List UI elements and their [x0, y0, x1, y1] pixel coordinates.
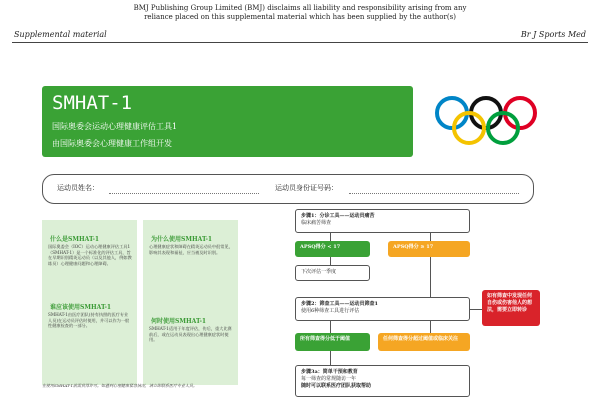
flow-arrow — [330, 351, 331, 365]
apsq-low-box: APSQ得分 < 17 — [295, 241, 370, 257]
section-body: 国际奥委会（IOC）运动心理健康评估工具1（SMHAT-1）是一个标准化的评估工具，旨在早期识别精英运动员（以及其他人，例如教练员）心理健康问题和心理障碍。 — [48, 244, 132, 266]
step3-item: 随时可以联系医疗团队获取帮助 — [301, 383, 372, 389]
flow-arrow — [430, 233, 431, 241]
flow-arrow — [470, 309, 482, 310]
header-journal: Br J Sports Med — [520, 30, 586, 39]
annual-retest-box: 下次评估一季度 — [295, 265, 370, 281]
header-disclaimer: BMJ Publishing Group Limited (BMJ) disclaims all liability and responsibility arising from any reliance placed on this supplemental material which has been supplied by the author(s) — [133, 4, 467, 21]
athlete-id-label: 运动员身份证号码： — [275, 184, 338, 192]
step3-title: 步骤3a：简单干预和教育 — [301, 369, 358, 375]
step2-title: 步骤2：筛查工具——运动员筛查1 — [301, 301, 378, 307]
athlete-name-label: 运动员姓名： — [57, 184, 99, 192]
step2-box — [295, 297, 470, 321]
section-heading: 为什么使用SMHAT-1 — [151, 236, 213, 243]
flow-arrow — [430, 321, 431, 333]
step1-title: 步骤1：分诊工具——运动员痛苦 — [301, 213, 375, 219]
banner-title: SMHAT-1 — [52, 92, 133, 114]
section-body: 心理健康症状和障碍在精英运动员中很常见，影响其表现和福祉，应当被及时识别。 — [149, 244, 233, 255]
any-above-box: 任何筛查得分超过阈值或临床关注 — [378, 333, 470, 351]
step3-box — [295, 365, 470, 397]
step2-subtitle: 使用6种筛查工具进行评估 — [301, 308, 360, 314]
red-alert-box: 如有筛查中发现任何自伤或伤害他人的想法，需要立即转诊 — [482, 290, 540, 326]
header-left-label: Supplemental material — [14, 30, 107, 39]
apsq-high-box: APSQ得分 ≥ 17 — [388, 241, 470, 257]
section-heading: 何时使用SMHAT-1 — [151, 318, 207, 325]
flow-arrow — [330, 257, 331, 265]
section-body: SMHAT-1由医疗团队(持有执照的医疗专业人员)在运动员评估时使用，并可以作为一般性健康检查的一部分。 — [48, 312, 130, 329]
flow-arrow — [330, 233, 331, 241]
flow-arrow — [430, 257, 431, 297]
section-body: SMHAT-1适用于年度评估，伤后，重大比赛前后，或在运动员表现出心理健康症状时使用。 — [149, 326, 232, 343]
flow-arrow — [330, 321, 331, 333]
step3-item: 每一筛查的常规随访一年 — [301, 376, 357, 382]
banner-developer: 由国际奥委会心理健康工作组开发 — [52, 139, 172, 148]
footnote: 在使用SMHAT-1前需获得许可。如遇到心理健康紧急情况，请立即联系医疗专业人员。 — [42, 383, 198, 388]
section-heading: 什么是SMHAT-1 — [50, 236, 100, 243]
step1-subtitle: 临床痛苦筛查 — [301, 220, 332, 226]
step1-box — [295, 209, 470, 233]
banner-subtitle: 国际奥委会运动心理健康评估工具1 — [52, 122, 178, 131]
section-heading: 谁应该使用SMHAT-1 — [50, 304, 112, 311]
all-below-box: 所有筛查得分低于阈值 — [295, 333, 370, 351]
